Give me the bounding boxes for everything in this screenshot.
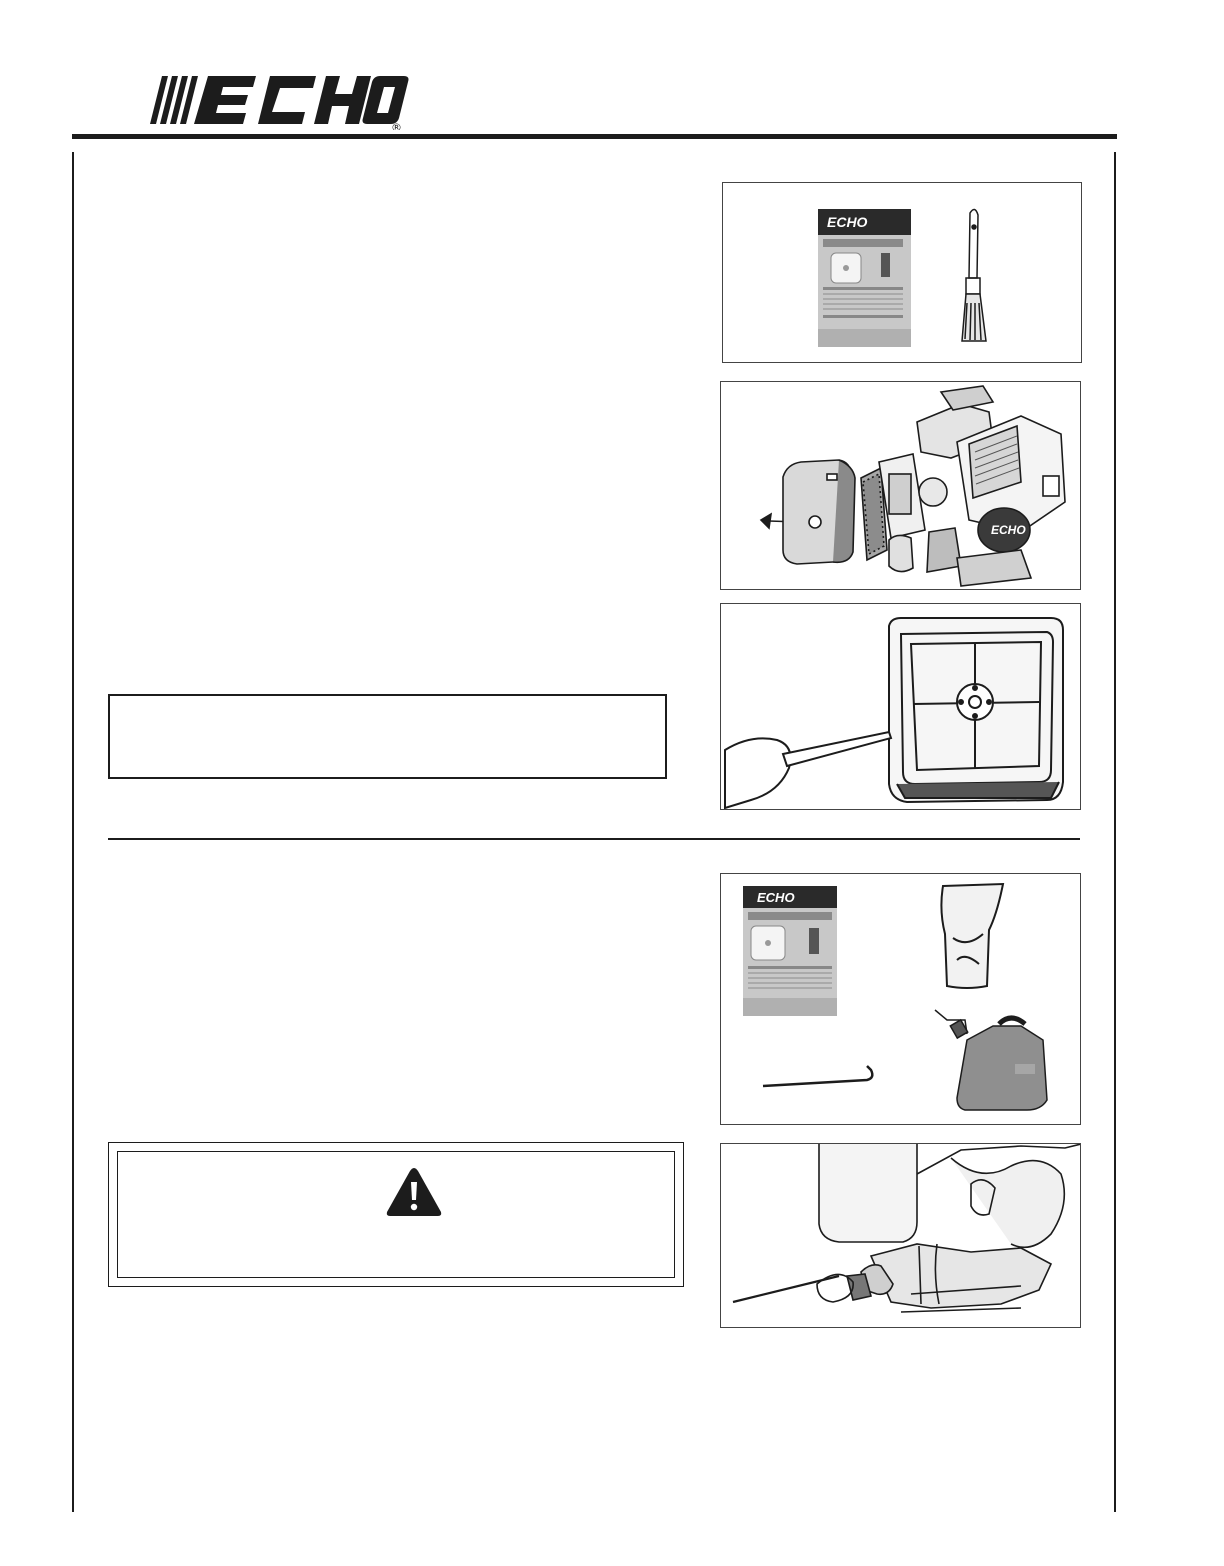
rag [941,884,1003,988]
air-filter-cover [783,460,855,564]
filter-cover-underside [889,618,1063,802]
section-divider [108,838,1080,840]
kit-card-brand: ECHO [827,214,868,230]
warning-box-inner [117,1151,675,1278]
note-box [108,694,667,779]
kit-card-brand: ECHO [757,890,795,905]
hook-wire [763,1066,872,1086]
figure-engine-exploded [720,381,1081,590]
warning-box [108,1142,684,1287]
figure-air-filter-kit [722,182,1082,363]
figure-fuel-filter-kit [720,873,1081,1125]
right-margin-rule [1114,152,1116,1512]
echo-logo [148,70,410,130]
fuel-filter [817,1265,893,1302]
header-rule [72,134,1117,139]
warning-triangle-icon [385,1166,443,1218]
engine [879,386,1065,586]
engine-brand: ECHO [991,523,1026,537]
screwdriver [725,732,891,808]
cleaning-brush [962,209,986,341]
left-margin-rule [72,152,74,1512]
kit-card [743,886,837,1016]
fuel-can [935,1010,1047,1110]
figure-filter-cleaning [720,603,1081,810]
kit-card [818,209,911,347]
registered-mark: ® [391,121,402,130]
figure-fuel-filter-removal [720,1143,1081,1328]
